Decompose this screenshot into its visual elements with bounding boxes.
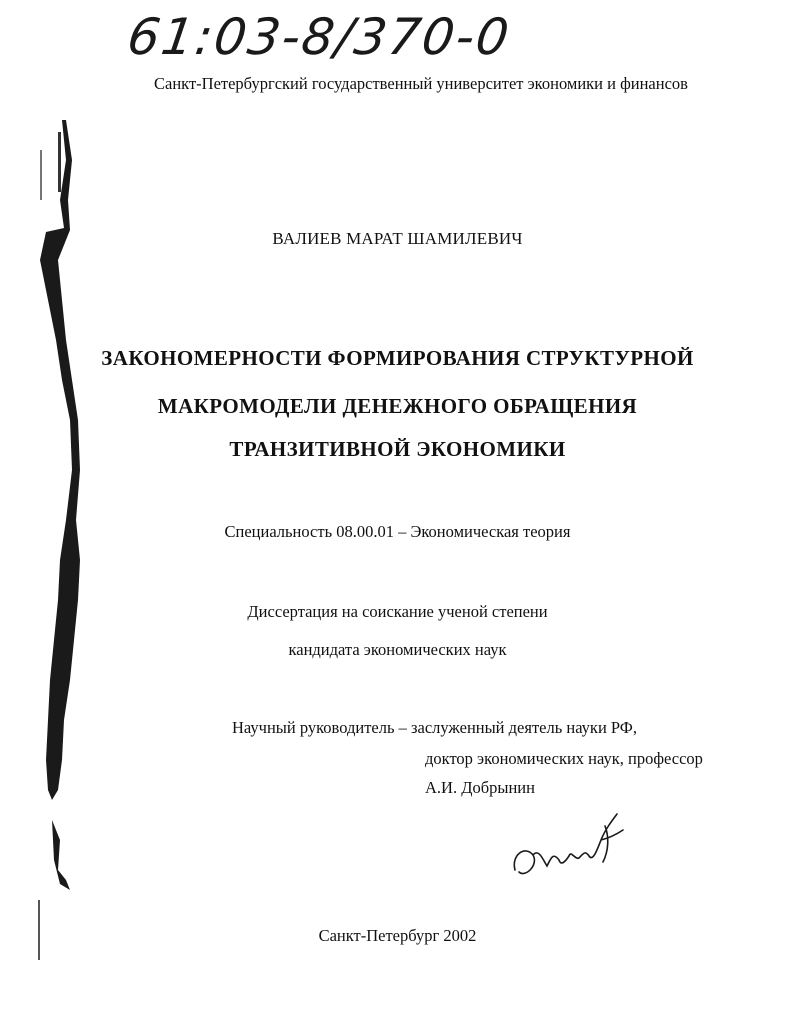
title-line-3: ТРАНЗИТИВНОЙ ЭКОНОМИКИ (229, 437, 566, 461)
archive-code-handwritten: 61:03-8/370-0 (123, 8, 515, 66)
supervisor-line-1: Научный руководитель – заслуженный деятель науки РФ, (232, 718, 637, 737)
city-year: Санкт-Петербург 2002 (318, 926, 477, 945)
supervisor-name: А.И. Добрынин (425, 778, 535, 797)
title-line-1: ЗАКОНОМЕРНОСТИ ФОРМИРОВАНИЯ СТРУКТУРНОЙ (101, 346, 694, 370)
author-name: ВАЛИЕВ МАРАТ ШАМИЛЕВИЧ (272, 229, 523, 248)
dissertation-degree-line-2: кандидата экономических наук (288, 640, 507, 659)
university-name: Санкт-Петербургский государственный университет экономики и финансов (154, 74, 688, 93)
title-line-2: МАКРОМОДЕЛИ ДЕНЕЖНОГО ОБРАЩЕНИЯ (157, 394, 638, 418)
dissertation-degree-line-1: Диссертация на соискание ученой степени (247, 602, 548, 621)
scan-binding-shadow (0, 0, 90, 1026)
supervisor-line-2: доктор экономических наук, профессор (425, 749, 703, 768)
specialty-line: Специальность 08.00.01 – Экономическая теория (224, 522, 571, 541)
handwritten-signature (505, 800, 635, 890)
